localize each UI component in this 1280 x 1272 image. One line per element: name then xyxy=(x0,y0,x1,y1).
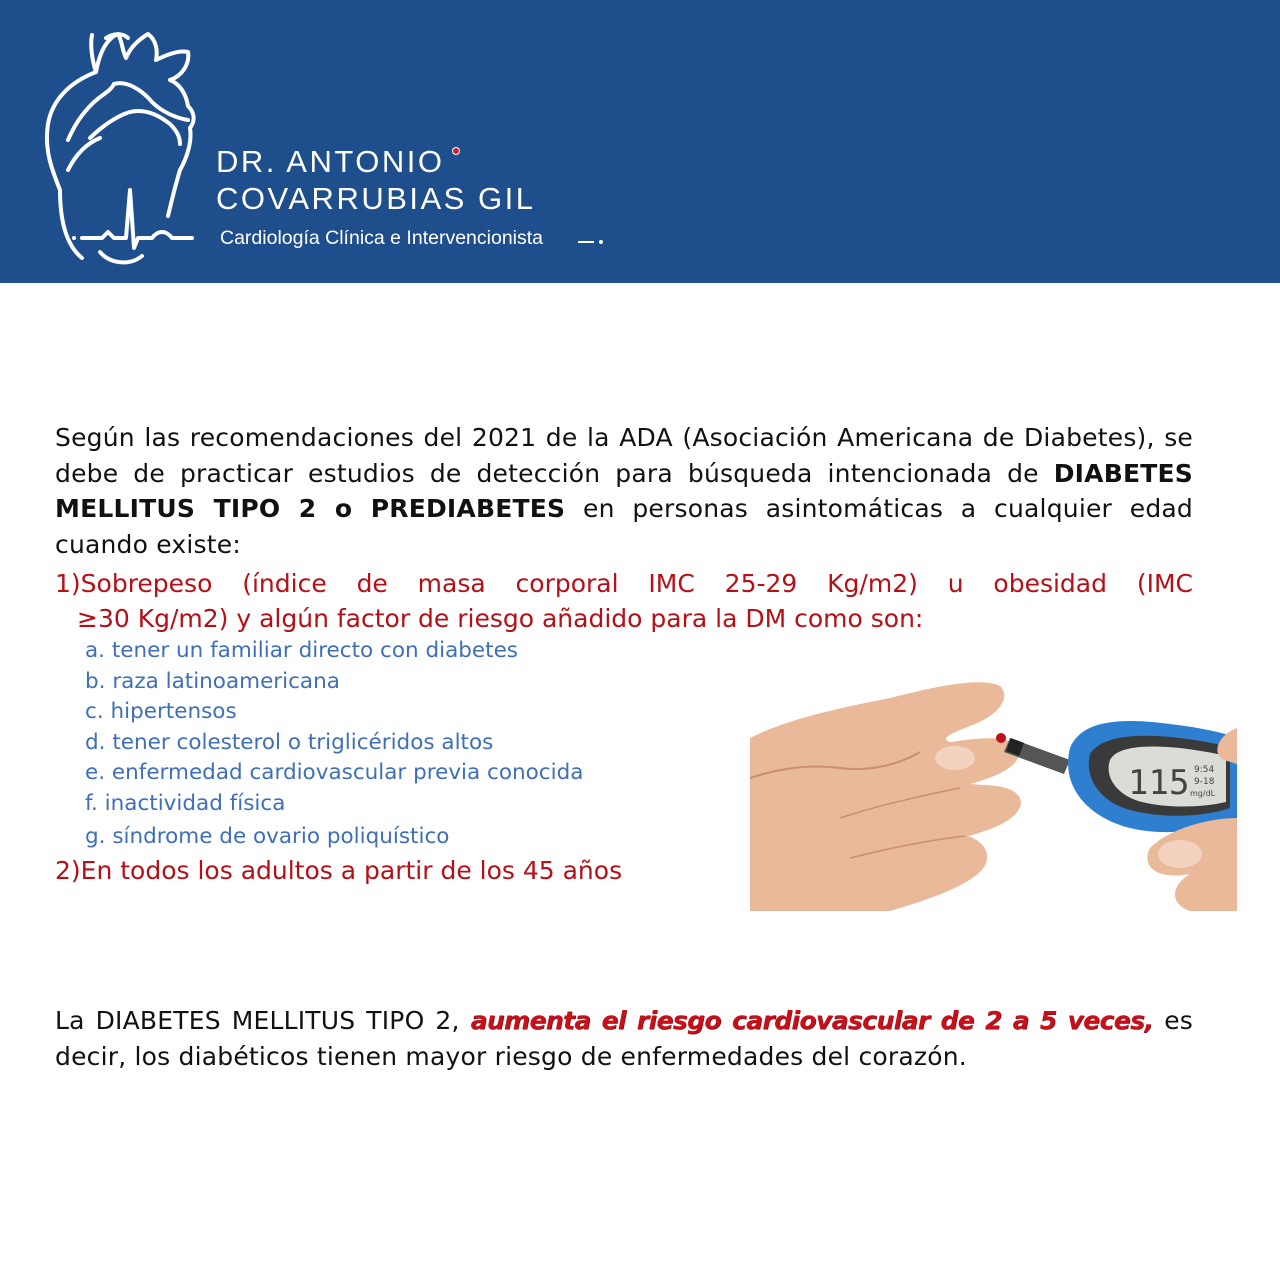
risk-factor-item: b. raza latinoamericana xyxy=(85,668,340,694)
risk-factor-item: f. inactividad física xyxy=(85,790,286,816)
meter-time: 9:54 xyxy=(1194,765,1215,775)
criterion-1 xyxy=(55,566,1193,636)
intro-text-before: Según las recomendaciones del 2021 de la ADA (Asociación Americana de Diabetes), se debe de practicar estudios de detección para búsqueda intencionada de xyxy=(55,423,1193,488)
meter-reading: 115 xyxy=(1128,763,1190,803)
intro-paragraph xyxy=(55,420,1193,562)
risk-factor-item: d. tener colesterol o triglicéridos altos xyxy=(85,729,494,755)
intro-bold-condition: DIABETES MELLITUS TIPO 2 o PREDIABETES xyxy=(55,458,1193,523)
meter-unit: mg/dL xyxy=(1190,789,1216,798)
brand-name-line2: COVARRUBIAS GIL xyxy=(216,181,536,216)
brand-tagline: Cardiología Clínica e Intervencionista xyxy=(220,227,544,249)
risk-factor-item: c. hipertensos xyxy=(85,699,237,724)
glucometer-finger-test-photo xyxy=(750,668,1237,911)
header-banner xyxy=(0,0,1280,283)
risk-factor-item: a. tener un familiar directo con diabetes xyxy=(85,638,518,663)
closing-paragraph xyxy=(55,1003,1193,1074)
risk-factor-list xyxy=(85,636,583,853)
brand-accent-dot xyxy=(452,147,460,155)
intro-text-after: en personas asintomáticas a cualquier edad cuando existe: xyxy=(55,494,1193,559)
risk-factor-item: e. enfermedad cardiovascular previa conocida xyxy=(85,760,584,785)
risk-factor-item: g. síndrome de ovario poliquístico xyxy=(85,824,450,849)
criterion-2: 2)En todos los adultos a partir de los 45 años xyxy=(55,856,623,885)
brand-name-line1: DR. ANTONIO xyxy=(216,144,445,179)
tagline-dash-decoration xyxy=(578,241,594,243)
meter-date: 9-18 xyxy=(1194,777,1215,787)
criterion-1-line2: ≥30 Kg/m2) y algún factor de riesgo añadido para la DM como son: xyxy=(77,604,924,633)
criterion-1-line1: 1)Sobrepeso (índice de masa corporal IMC 25-29 Kg/m2) u obesidad (IMC xyxy=(55,569,1193,598)
glucometer-illustration-icon xyxy=(750,668,1237,911)
tagline-dot-decoration xyxy=(599,240,603,244)
closing-text-before: La DIABETES MELLITUS TIPO 2, xyxy=(55,1006,471,1035)
closing-emphasis: aumenta el riesgo cardiovascular de 2 a 5 veces, xyxy=(470,1006,1154,1035)
closing-text-after: es decir, los diabéticos tienen mayor riesgo de enfermedades del corazón. xyxy=(55,1006,1193,1071)
